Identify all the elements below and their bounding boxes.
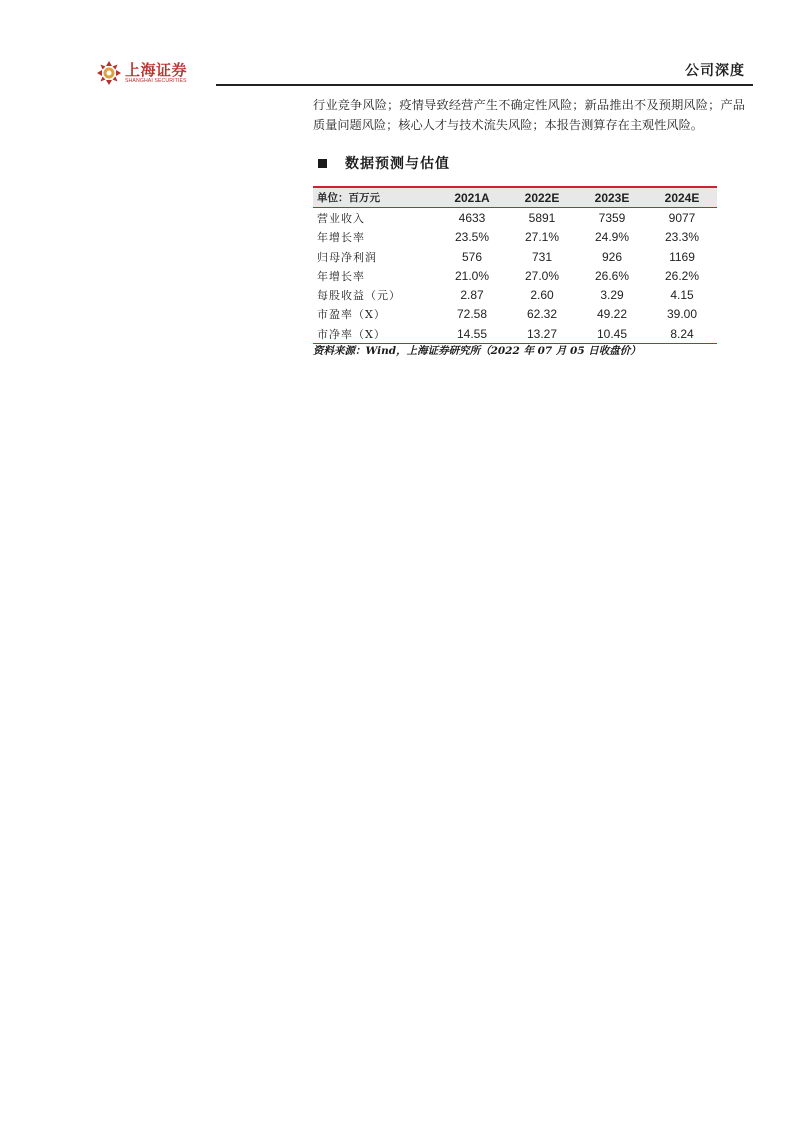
table-cell: 72.58 <box>456 307 488 322</box>
header-rule <box>216 84 753 86</box>
table-cell: 27.1% <box>524 230 560 245</box>
table-cell: 23.3% <box>664 230 700 245</box>
table-cell: 7359 <box>598 210 626 225</box>
table-cell: 8.24 <box>670 326 694 341</box>
table-row <box>313 305 717 324</box>
page-header <box>90 58 753 90</box>
column-header: 2023E <box>594 190 630 205</box>
column-header: 2022E <box>524 190 560 205</box>
row-label: 年增长率 <box>317 269 365 283</box>
table-cell: 3.29 <box>600 288 624 303</box>
table-cell: 576 <box>461 249 483 264</box>
table-row <box>313 324 717 344</box>
table-cell: 2.87 <box>460 288 484 303</box>
logo-english-name: SHANGHAI SECURITIES <box>125 77 187 84</box>
table-cell: 926 <box>601 249 623 264</box>
table-cell: 4633 <box>458 210 486 225</box>
table-cell: 27.0% <box>524 268 560 283</box>
table-cell: 4.15 <box>670 288 694 303</box>
table-cell: 731 <box>531 249 553 264</box>
table-cell: 26.6% <box>594 268 630 283</box>
table-cell: 9077 <box>668 210 696 225</box>
table-row <box>313 228 717 247</box>
table-cell: 26.2% <box>664 268 700 283</box>
logo-chinese-name: 上海证券 <box>125 60 188 79</box>
table-row <box>313 285 717 304</box>
row-label: 每股收益（元） <box>317 289 401 303</box>
row-label: 营业收入 <box>317 211 365 225</box>
risk-text: 行业竞争风险；疫情导致经营产生不确定性风险；新品推出不及预期风险；产品质量问题风险；核心人才与技术流失风险；本报告测算存在主观性风险。 <box>313 98 745 132</box>
table-row <box>313 266 717 285</box>
table-cell: 49.22 <box>596 307 628 322</box>
table-header-row <box>313 187 717 208</box>
table-row <box>313 247 717 266</box>
row-label: 市盈率（X） <box>317 308 386 322</box>
row-label: 归母净利润 <box>317 250 377 264</box>
risk-paragraph <box>313 95 745 135</box>
table-cell: 62.32 <box>526 307 558 322</box>
table-cell: 2.60 <box>530 288 554 303</box>
table-cell: 21.0% <box>454 268 490 283</box>
logo-mark-icon <box>96 60 122 86</box>
table-unit-label: 单位：百万元 <box>317 192 380 205</box>
forecast-table <box>313 186 717 344</box>
table-cell: 23.5% <box>454 230 490 245</box>
table-source-note: 资料来源：Wind，上海证券研究所（2022 年 07 月 05 日收盘价） <box>313 345 641 357</box>
table-cell: 10.45 <box>596 326 628 341</box>
table-cell: 5891 <box>528 210 556 225</box>
row-label: 年增长率 <box>317 231 365 245</box>
table-cell: 1169 <box>669 249 695 264</box>
section-title: 数据预测与估值 <box>345 156 450 172</box>
square-bullet-icon <box>318 159 327 168</box>
company-logo <box>96 60 187 86</box>
column-header: 2024E <box>664 190 700 205</box>
table-row <box>313 208 717 228</box>
table-cell: 24.9% <box>594 230 630 245</box>
section-heading <box>318 153 450 173</box>
document-type: 公司深度 <box>685 63 745 79</box>
table-cell: 13.27 <box>526 326 558 341</box>
row-label: 市净率（X） <box>317 327 386 341</box>
table-cell: 14.55 <box>456 326 488 341</box>
column-header: 2021A <box>454 190 490 205</box>
table-cell: 39.00 <box>666 307 698 322</box>
